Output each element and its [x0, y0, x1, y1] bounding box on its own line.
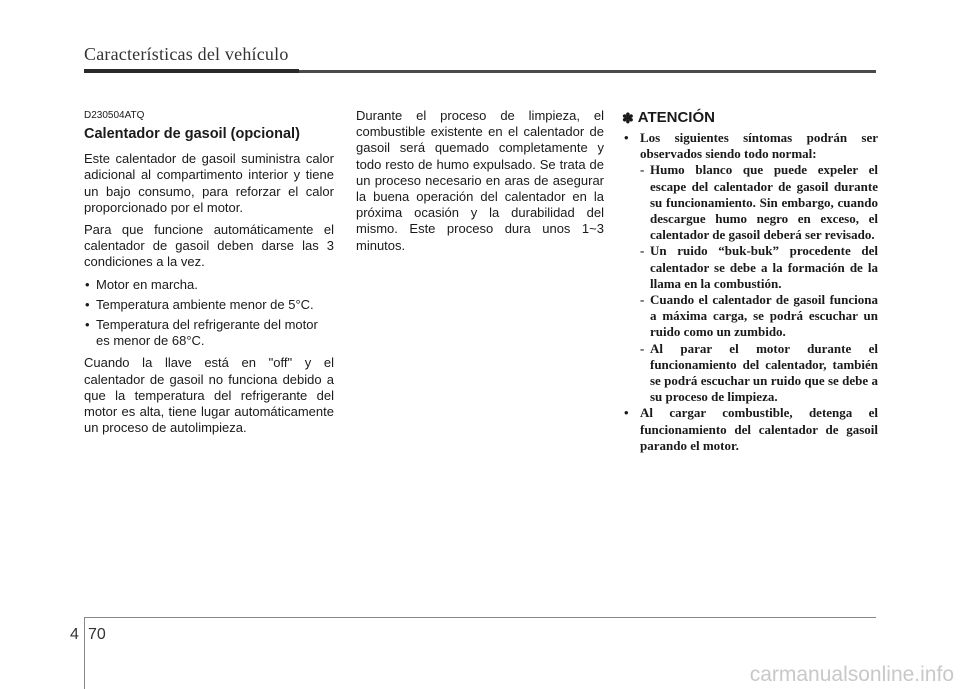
bullet-dot: •	[624, 405, 629, 421]
list-item: • Temperatura del refrigerante del motor es menor de 68°C.	[84, 317, 334, 349]
footer-divider	[84, 618, 85, 689]
paragraph-intro: Este calentador de gasoil suministra calor adicional al compartimento interior y tiene un bajo consumo, para reforzar el calor proporcionado por el motor.	[84, 151, 334, 215]
column-middle	[356, 108, 604, 260]
page-header-title: Características del vehículo	[84, 44, 289, 64]
conditions-list	[84, 277, 334, 350]
warning-subitem	[622, 162, 878, 243]
bullet-dot: •	[624, 130, 629, 145]
dash-marker: -	[640, 243, 645, 259]
page-number: 70	[88, 626, 106, 643]
warning-item	[622, 405, 878, 454]
chapter-number: 4	[70, 626, 79, 643]
dash-marker: -	[640, 340, 645, 356]
warning-item-text: Los siguientes síntomas podrán ser observados siendo todo normal:	[640, 130, 878, 162]
paragraph-selfclean: Cuando la llave está en "off" y el calentador de gasoil no funciona debido a que la temperatura del refrigerante del motor es alta, tiene lugar automáticamente un proceso de autolimpieza.	[84, 355, 334, 436]
warning-subitem-text: Al parar el motor durante el funcionamiento del calentador, también se podrá escuchar un ruido que se debe a su proceso de limpieza.	[650, 340, 878, 405]
warning-title: ATENCIÓN	[637, 109, 715, 126]
footer-rule	[84, 617, 876, 618]
watermark: carmanualsonline.info	[749, 663, 954, 686]
warning-subitem-text: Un ruido “buk-buk” procedente del calentador se debe a la formación de la llama en la combustión.	[650, 243, 878, 291]
section-code: D230504ATQ	[84, 110, 145, 121]
warning-subitem-text: Humo blanco que puede expeler el escape del calentador de gasoil durante su funcionamiento. Sin embargo, cuando descargue humo negro en exceso, el calentador de gasoil deberá ser revisado.	[650, 162, 878, 243]
warning-heading	[622, 108, 878, 128]
asterisk-icon: ✽	[622, 110, 634, 126]
section-title: Calentador de gasoil (opcional)	[84, 126, 300, 143]
list-item: • Temperatura ambiente menor de 5°C.	[84, 297, 334, 313]
dash-marker: -	[640, 292, 645, 308]
warning-subitem	[622, 341, 878, 406]
list-item: • Motor en marcha.	[84, 277, 334, 293]
warning-body	[622, 130, 878, 454]
column-left	[84, 108, 334, 442]
header-rule-accent	[84, 69, 299, 73]
dash-marker: -	[640, 162, 645, 178]
paragraph-cleaning: Durante el proceso de limpieza, el combustible existente en el calentador de gasoil será quemado completamente y todo resto de humo expulsado. Se trata de un proceso necesario en aras de asegurar la buena operación del calentador en la próxima ocasión y la durabilidad del mismo. Este proceso dura unos 1~3 minutos.	[356, 108, 604, 253]
paragraph-conditions: Para que funcione automáticamente el calentador de gasoil deben darse las 3 condiciones a la vez.	[84, 222, 334, 270]
warning-subitem	[622, 292, 878, 341]
warning-subitem-text: Cuando el calentador de gasoil funciona a máxima carga, se podrá escuchar un ruido como un zumbido.	[650, 292, 878, 340]
warning-item	[622, 130, 878, 162]
warning-box	[622, 108, 878, 454]
warning-subitem	[622, 243, 878, 292]
warning-item-text: Al cargar combustible, detenga el funcionamiento del calentador de gasoil parando el motor.	[640, 405, 878, 453]
